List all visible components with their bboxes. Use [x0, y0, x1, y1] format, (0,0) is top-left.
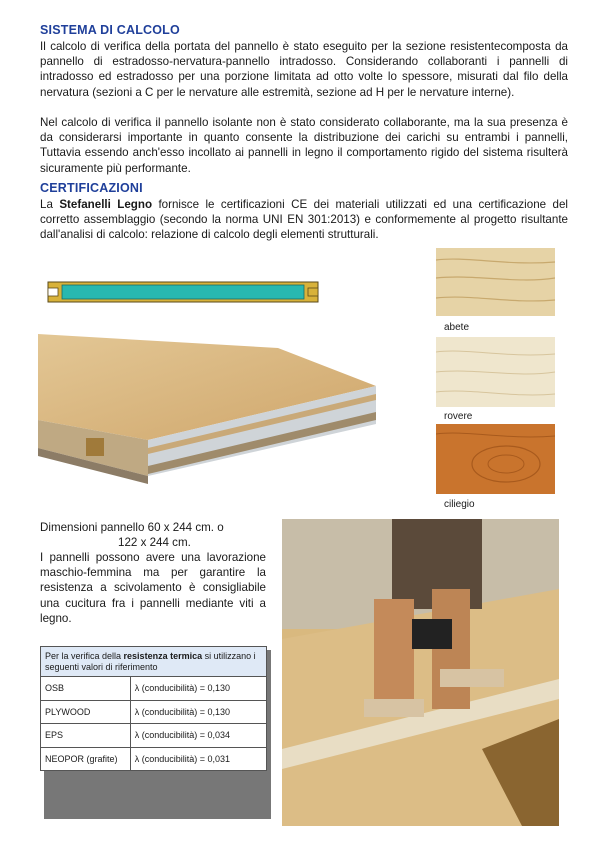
table-header [41, 647, 267, 677]
wood-sample-abete [436, 248, 555, 316]
value-cell: λ (conducibilità) = 0,034 [130, 724, 266, 748]
cert-paragraph [40, 197, 568, 243]
material-cell: OSB [41, 677, 131, 701]
value-cell: λ (conducibilità) = 0,031 [130, 747, 266, 771]
material-cell: NEOPOR (grafite) [41, 747, 131, 771]
panel-dimensions-line1: Dimensioni pannello 60 x 244 cm. o [40, 521, 224, 534]
table-row [41, 700, 267, 724]
value-cell: λ (conducibilità) = 0,130 [130, 700, 266, 724]
panel-photo [38, 326, 376, 516]
value-cell: λ (conducibilità) = 0,130 [130, 677, 266, 701]
wood-label-rovere: rovere [444, 411, 473, 422]
table-header-bold: resistenza termica [123, 650, 203, 661]
joint-description: I pannelli possono avere una lavorazione maschio-femmina ma per garantire la resistenza a scivolamento è consigliabile una cucitura fra i pannelli mediante viti a legno. [40, 551, 266, 625]
section-title-certificazioni: CERTIFICAZIONI [40, 181, 143, 195]
table-header-row [41, 647, 267, 677]
cert-intro-text: La [40, 198, 60, 211]
table-row [41, 747, 267, 771]
table-row [41, 724, 267, 748]
material-cell: EPS [41, 724, 131, 748]
table-header-pre: Per la verifica della [45, 650, 124, 661]
wood-sample-ciliegio [436, 424, 555, 494]
panel-section-diagram [44, 280, 324, 304]
brand-name: Stefanelli Legno [59, 198, 153, 211]
section-title-sistema-di-calcolo: SISTEMA DI CALCOLO [40, 23, 180, 37]
table-row [41, 677, 267, 701]
installation-photo [282, 519, 559, 826]
wood-label-ciliegio: ciliegio [444, 499, 475, 510]
calc-paragraph-1: Il calcolo di verifica della portata del pannello è stato eseguito per la sezione resistentecomposta da pannello di estradosso-nervatura-pannello intradosso. Considerando collaboranti i pannelli di intradosso ed estradosso per una porzione limitata ad otto volte lo spessore, misurati dal filo della nervatura (sezioni a C per le nervature alle estremità, sezione ad H per le nervature interne). [40, 40, 568, 99]
calc-paragraph-2: Nel calcolo di verifica il pannello isolante non è stato considerato collaborante, ma la sua presenza è da considerarsi importante in quanto consente la distribuzione dei carichi su entrambi i pannelli, Tuttavia essendo anch'esso incollato ai pannelli in legno il comportamento rigido del sistema risulterà sicuramente più performante. [40, 116, 568, 175]
thermal-resistance-table [40, 646, 267, 771]
table-header-post: si utilizzano i seguenti valori di riferimento [45, 650, 256, 672]
panel-dimensions-line2: 122 x 244 cm. [118, 536, 191, 549]
material-cell: PLYWOOD [41, 700, 131, 724]
cert-rest-text: fornisce le certificazioni CE dei materiali utilizzati ed una certificazione del corretto assemblaggio (secondo la norma UNI EN 301:2013) e conformemente al progetto risultante dall'analisi di calcolo: relazione di calcolo degli elementi strutturali. [40, 198, 568, 242]
wood-sample-rovere [436, 337, 555, 407]
wood-label-abete: abete [444, 322, 470, 333]
